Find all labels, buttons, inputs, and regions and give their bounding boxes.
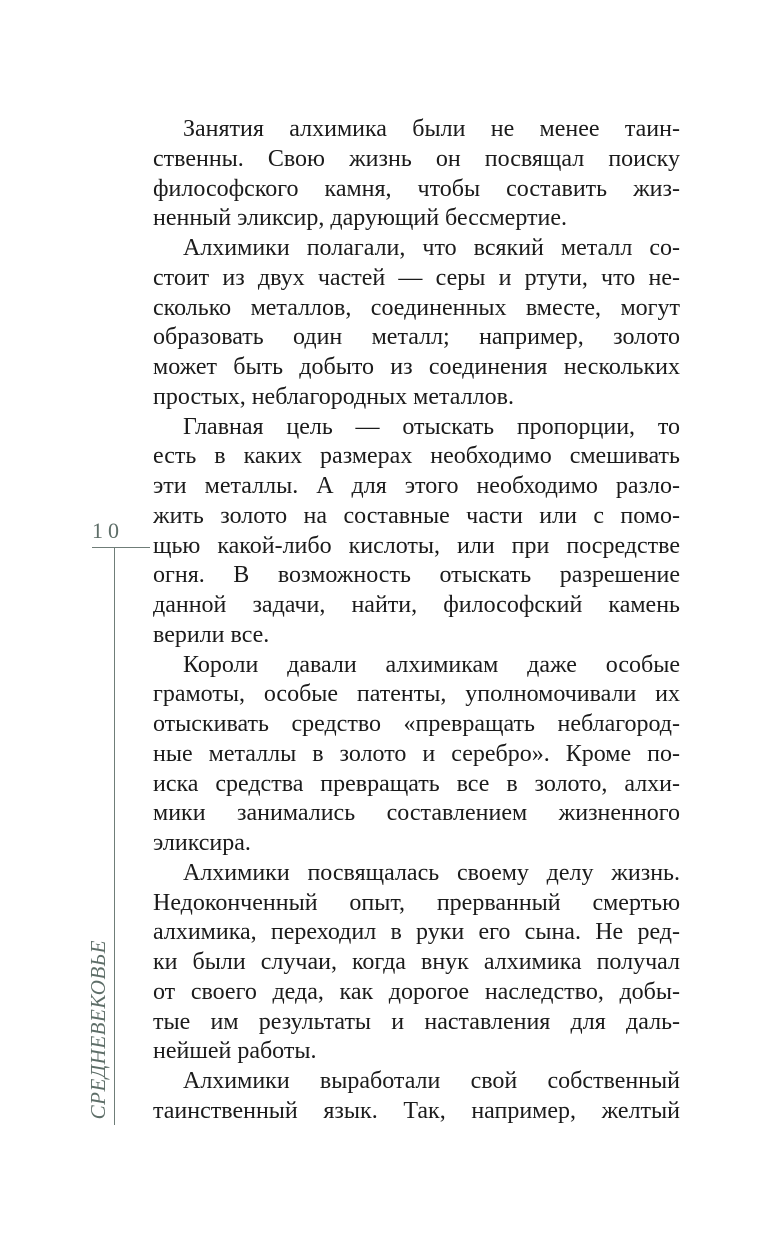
text-line: образовать один металл; например, золото [153,324,680,351]
paragraph [153,115,680,234]
text-line: данной задачи, найти, философский камень [153,592,680,618]
paragraph [153,651,680,859]
text-line: ные металлы в золото и серебро». Кроме по- [153,740,680,767]
text-line: Главная цель — отыскать пропорции, то [183,413,680,440]
text-line: Алхимики полагали, что всякий металл со- [183,235,680,261]
text-line: Алхимики посвящалась своему делу жизнь. [183,859,680,886]
margin-rule [114,547,115,1125]
text-line: эликсира. [153,830,251,856]
paragraph [153,234,680,413]
text-line: ки были случаи, когда внук алхимика получал [153,949,680,975]
text-line: Алхимики выработали свой собственный [183,1068,680,1094]
paragraph [153,859,680,1067]
text-line: алхимика, переходил в руки его сына. Не ред- [153,919,680,946]
running-head: СРЕДНЕВЕКОВЬЕ [86,940,110,1120]
text-line: философского камня, чтобы составить жиз- [153,175,680,202]
text-line: эти металлы. А для этого необходимо разло- [153,473,680,499]
text-line: огня. В возможность отыскать разрешение [153,562,680,589]
text-line: Недоконченный опыт, прерванный смертью [153,889,680,916]
paragraph [153,413,680,651]
text-line: таинственный язык. Так, например, желтый [153,1097,680,1124]
text-line: жить золото на составные части или с помо- [153,502,680,529]
paragraph [153,1067,680,1127]
page-number: 10 [92,518,124,543]
text-line: мики занимались составлением жизненного [153,800,680,827]
text-line: от своего деда, как дорогое наследство, добы- [153,978,680,1005]
page-number-rule [92,547,150,548]
text-line: иска средства превращать все в золото, алхи- [153,770,680,797]
text-line: может быть добыто из соединения нескольких [153,354,680,380]
text-line: грамоты, особые патенты, уполномочивали их [153,681,680,708]
text-line: нейшей работы. [153,1038,317,1065]
text-line: тые им результаты и наставления для даль- [153,1008,680,1035]
text-line: простых, неблагородных металлов. [153,383,514,410]
text-line: есть в каких размерах необходимо смешивать [153,443,680,470]
text-line: ственны. Свою жизнь он посвящал поиску [153,145,680,172]
text-line: отыскивать средство «превращать неблагород- [153,711,680,737]
text-line: ненный эликсир, дарующий бессмертие. [153,205,567,232]
text-line: стоит из двух частей — серы и ртути, что не- [153,264,680,291]
text-line: сколько металлов, соединенных вместе, могут [153,294,680,321]
text-line: щью какой-либо кислоты, или при посредстве [153,532,680,559]
text-line: верили все. [153,621,270,648]
text-line: Короли давали алхимикам даже особые [183,651,680,678]
text-line: Занятия алхимика были не менее таин- [183,116,680,142]
body-text [153,115,680,1127]
